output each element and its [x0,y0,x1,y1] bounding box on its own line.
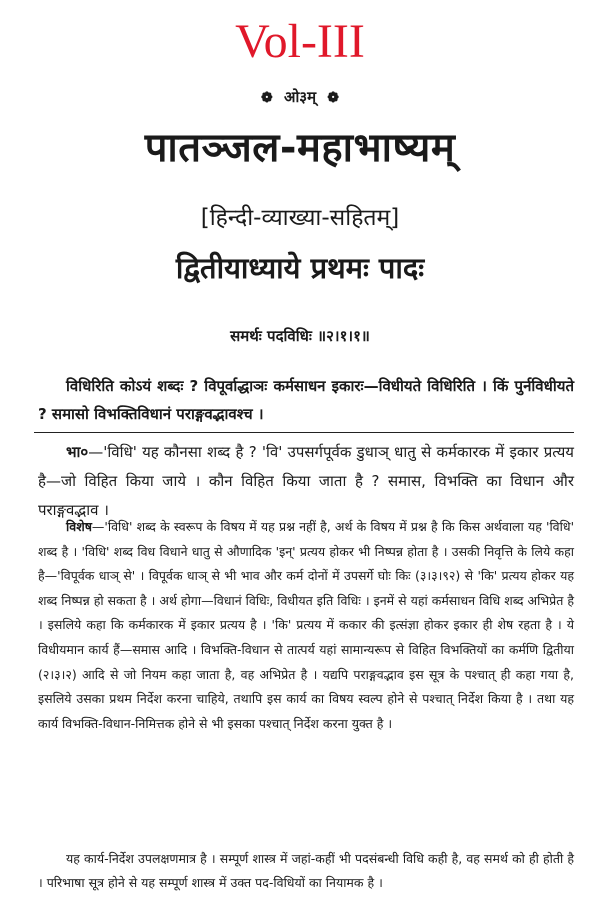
vishesh-text: —'विधि' शब्द के स्वरूप के विषय में यह प्रश्न नहीं है, अर्थ के विषय में प्रश्न है कि किस अर्थवाला यह 'विधि' शब्द है । 'विधि' शब्द विध विधाने धातु से औणादिक 'इन्' प्रत्यय होकर भी निष्पन्न होता है । उसकी निवृत्ति के लिये कहा है—'विपूर्वक धाञ् से' । विपूर्वक धाञ् से भी भाव और कर्म दोनों में उपसर्गे घोः किः (३।३।९२) से 'कि' प्रत्यय होकर यह शब्द निष्पन्न हो सकता है । अर्थ होगा—विधानं विधिः, विधीयत इति विधिः । इनमें से यहां कर्मसाधन विधि शब्द अभिप्रेत है । इसलिये कहा कि कर्मकारक में इकार प्रत्यय है । 'कि' प्रत्यय में ककार की इत्संज्ञा होकर इकार ही शेष रहता है । ये विधीयमान कार्य हैं—समास आदि । विभक्ति-विधान से तात्पर्य यहां सामान्यरूप से विहित विभक्तियों का कर्मणि द्वितीया (२।३।२) आदि से जो नियम कहा जाता है, वह अभिप्रेत है । यद्यपि पराङ्गवद्भाव इस सूत्र के पश्चात् ही कहा गया है, इसलिये उसका प्रथम निर्देश करना चाहिये, तथापि इस कार्य का विषय स्वल्प होने से पश्चात् निर्देश किया है । तथा यह कार्य विभक्ति-विधान-निमित्तक होने से भी इसका पश्चात् निर्देश करना युक्त है । [38,519,574,731]
vishesh-paragraph [38,515,574,736]
chapter-heading: द्वितीयाध्याये प्रथमः पादः [175,251,425,285]
flower-ornament-icon: ❁ [327,90,340,106]
closing-paragraph: यह कार्य-निर्देश उपलक्षणमात्र है । सम्पूर्ण शास्त्र में जहां-कहीं भी पदसंबन्धी विधि कही है, वह समर्थ को ही होती है । परिभाषा सूत्र होने से यह सम्पूर्ण शास्त्र में उक्त पद-विधियों का नियामक है । [38,851,574,890]
bhashya-label: भा० [66,443,89,461]
bhashya-text: —'विधि' यह कौनसा शब्द है ? 'वि' उपसर्गपूर्वक डुधाञ् धातु से कर्मकारक में इकार प्रत्यय है—जो विहित किया जाये । कौन विहित किया जाता है ? समास, विभक्ति का विधान और पराङ्गवद्भाव । [38,443,574,519]
book-subtitle: [हिन्दी-व्याख्या-सहितम्] [200,205,400,231]
bhashya-paragraph [38,438,574,525]
section-divider [34,432,574,433]
om-heading [0,87,600,108]
vishesh-label: विशेष [66,519,92,534]
sutra-line: समर्थः पदविधिः ॥२।१।१॥ [230,327,370,345]
book-title: पातञ्जल-महाभाष्यम् [144,125,456,171]
moolam-paragraph: विधिरिति कोऽयं शब्दः ? विपूर्वाद्धाञः कर्मसाधन इकारः—विधीयते विधिरिति । किं पुर्नविधीयते ? समासो विभक्तिविधानं पराङ्गवद्भावश्च । [38,377,574,423]
om-text: ओ३म् [283,88,317,106]
volume-label: Vol-III [235,15,365,68]
flower-ornament-icon: ❁ [260,90,273,106]
